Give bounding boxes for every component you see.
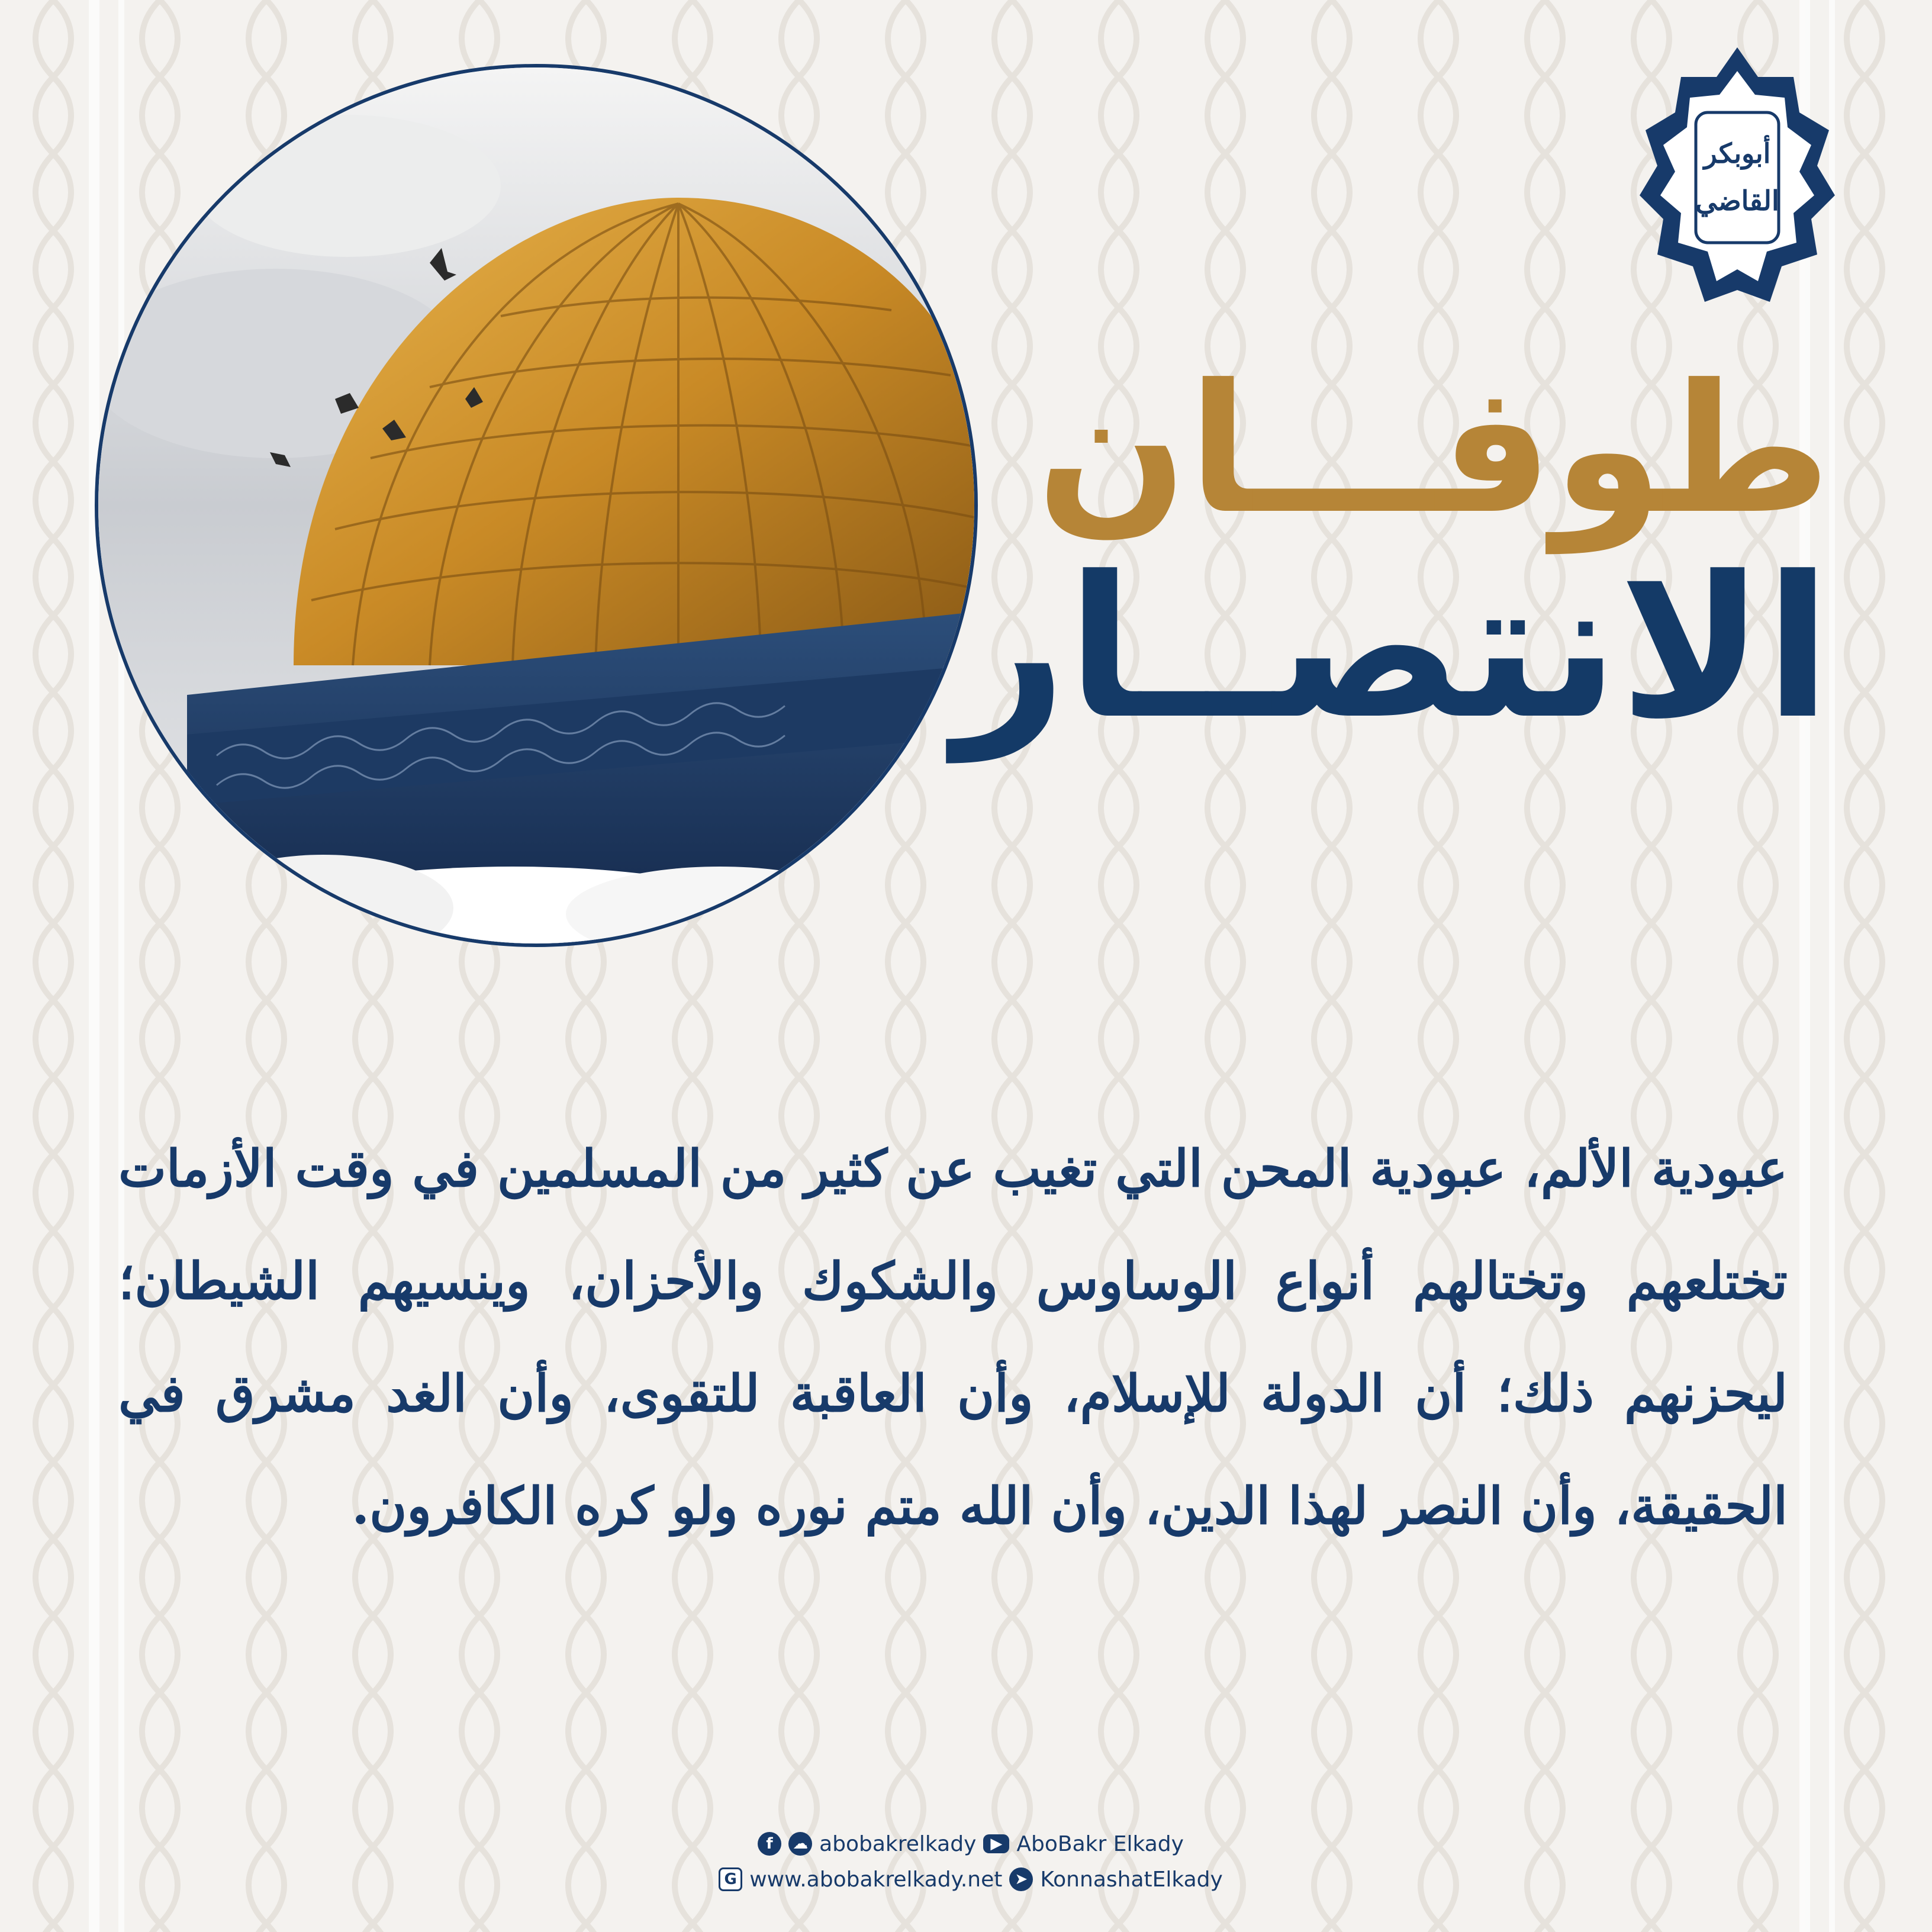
google-icon[interactable]: G: [719, 1867, 742, 1891]
footer: [675, 1826, 1267, 1897]
logo-badge: [1640, 41, 1835, 320]
cloud-icon[interactable]: ☁: [788, 1832, 812, 1856]
body-paragraph: عبودية الألم، عبودية المحن التي تغيب عن كثير من المسلمين في وقت الأزمات تختلعهم وتختالهم أنواع الوساوس والشكوك والأحزان، وينسيهم الشيطان؛ ليحزنهم ذلك؛ أن الدولة للإسلام، وأن العاقبة للتقوى، وأن الغد مشرق في الحقيقة، وأن النصر لهذا الدين، وأن الله متم نوره ولو كره الكافرون.: [118, 1139, 1788, 1536]
facebook-icon[interactable]: f: [758, 1832, 781, 1856]
dome-illustration: [98, 67, 974, 944]
title-line-2: الانتصــار: [954, 534, 1831, 762]
footer-row-social: [675, 1826, 1267, 1862]
telegram-handle[interactable]: KonnashatElkady: [1040, 1867, 1223, 1892]
telegram-icon[interactable]: ➤: [1009, 1867, 1033, 1891]
website-link[interactable]: www.abobakrelkady.net: [749, 1867, 1003, 1892]
logo-text-line1: أبوبكر: [1704, 137, 1771, 169]
youtube-icon[interactable]: ▶: [983, 1834, 1009, 1853]
facebook-handle[interactable]: abobakrelkady: [819, 1831, 977, 1856]
title-line-1: طوفـــان: [1036, 346, 1831, 553]
dome-image: [95, 64, 978, 947]
youtube-channel[interactable]: AboBakr Elkady: [1016, 1831, 1184, 1856]
logo-text-line2: القاضي: [1695, 185, 1779, 217]
footer-row-links: [675, 1862, 1267, 1897]
